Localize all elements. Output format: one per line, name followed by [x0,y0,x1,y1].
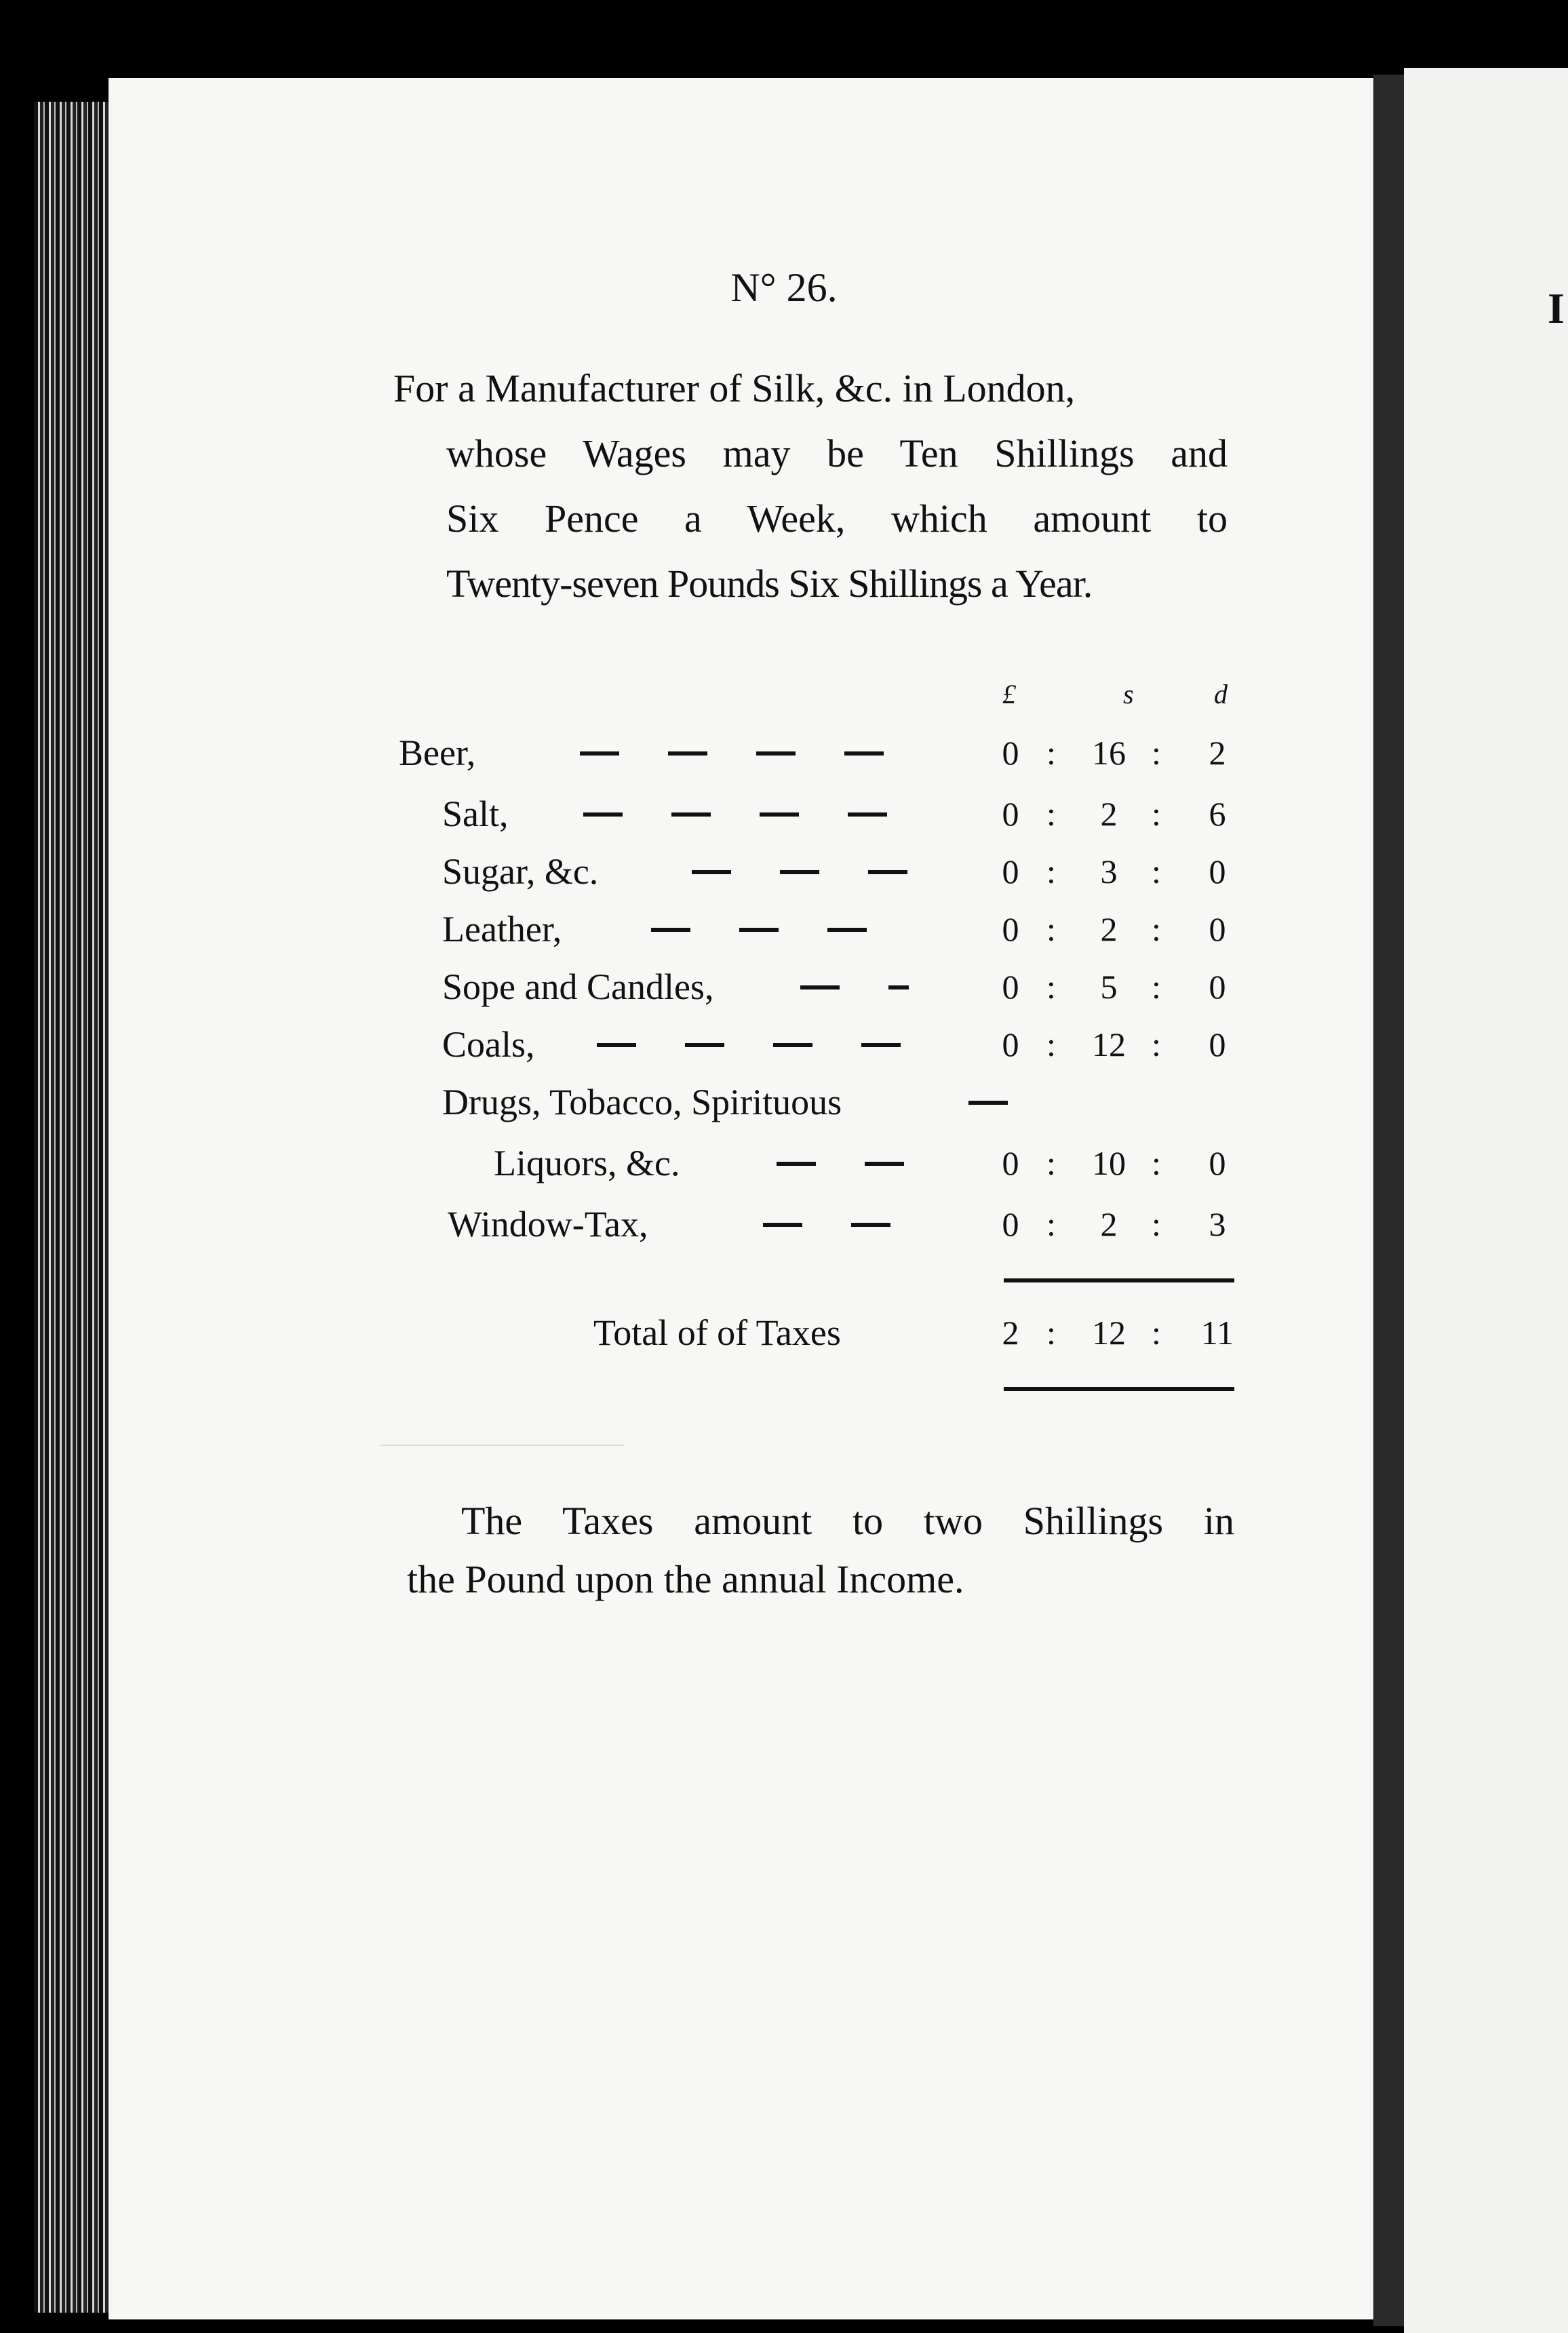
row-label: Sugar, &c. [442,851,599,892]
amount-pence: 0 [1209,1144,1226,1182]
amount-pounds: 0 [1002,852,1019,890]
facing-page-letter: I [1548,284,1565,332]
amount-pounds: 0 [1002,1025,1019,1063]
colon: : [1152,852,1161,890]
leader-dashes [968,1101,1009,1105]
table-row [0,1014,1568,1075]
total-label: Total of of Taxes [593,1312,841,1353]
colon: : [1152,795,1161,833]
amount-shillings: 2 [1100,1205,1118,1243]
heading-line-4: Twenty-seven Pounds Six Shillings a Year. [446,562,1093,606]
colon: : [1046,1314,1056,1352]
colon: : [1046,1025,1056,1063]
amount-shillings: 2 [1100,795,1118,833]
colon: : [1046,1205,1056,1243]
total-row [0,1302,1568,1363]
row-label: Salt, [442,793,509,834]
amount-pence: 6 [1209,795,1226,833]
amount-pence: 0 [1209,968,1226,1006]
amount-pence: 0 [1209,852,1226,890]
closing-line-2: the Pound upon the annual Income. [407,1557,964,1601]
total-pence: 11 [1200,1314,1234,1352]
leader-dashes [763,1223,909,1227]
table-row [0,841,1568,902]
colon: : [1152,910,1161,948]
table-row [0,956,1568,1017]
row-label: Coals, [442,1024,535,1065]
amount-shillings: 16 [1092,734,1126,772]
heading-line-2: whose Wages may be Ten Shillings and [446,431,1228,475]
unit-shillings: s [1123,679,1134,709]
row-label: Liquors, &c. [494,1143,680,1183]
amount-pence: 2 [1209,734,1226,772]
amount-pounds: 0 [1002,795,1019,833]
colon: : [1152,734,1161,772]
unit-pence: d [1214,679,1228,709]
colon: : [1046,968,1056,1006]
amount-shillings: 10 [1092,1144,1126,1182]
row-label: Leather, [442,909,562,949]
amount-pence: 0 [1209,1025,1226,1063]
closing-text [407,1492,1234,1609]
leader-dashes [597,1043,909,1047]
row-label: Drugs, Tobacco, Spirituous [442,1082,842,1122]
table-row [0,783,1568,844]
colon: : [1046,1144,1056,1182]
amount-pounds: 0 [1002,968,1019,1006]
row-label: Sope and Candles, [442,966,714,1007]
table-row [0,722,1568,783]
amount-pounds: 0 [1002,1144,1019,1182]
colon: : [1152,968,1161,1006]
amount-pence: 3 [1209,1205,1226,1243]
amount-shillings: 3 [1100,852,1118,890]
row-label: Window-Tax, [448,1204,648,1244]
amount-shillings: 5 [1100,968,1118,1006]
table-row [0,1072,1568,1133]
colon: : [1046,795,1056,833]
closing-line-1: The Taxes amount to two Shillings in [461,1499,1234,1543]
leader-dashes [583,812,909,817]
leader-dashes [692,870,909,874]
leader-dashes [580,751,905,756]
colon: : [1152,1025,1161,1063]
colon: : [1046,910,1056,948]
table-row [0,1194,1568,1255]
page-number: N° 26. [730,265,838,310]
heading-line-1: For a Manufacturer of Silk, &c. in London, [393,366,1076,410]
amount-shillings: 2 [1100,910,1118,948]
total-pounds: 2 [1002,1314,1019,1352]
row-label: Beer, [399,732,476,773]
amount-shillings: 12 [1092,1025,1126,1063]
show-through-rule [380,1445,624,1446]
table-row [0,899,1568,960]
colon: : [1152,1205,1161,1243]
unit-pounds: £ [1002,679,1016,709]
leader-dashes [651,928,909,932]
table-row [0,1133,1568,1194]
total-shillings: 12 [1092,1314,1126,1352]
colon: : [1046,734,1056,772]
sum-rule [1004,1278,1234,1282]
total-rule [1004,1387,1234,1391]
amount-pounds: 0 [1002,734,1019,772]
colon: : [1152,1144,1161,1182]
amount-pence: 0 [1209,910,1226,948]
leader-dashes [777,1162,909,1166]
heading [393,356,1228,616]
leader-dashes [800,985,909,989]
heading-line-3: Six Pence a Week, which amount to [446,496,1228,541]
colon: : [1152,1314,1161,1352]
amount-pounds: 0 [1002,910,1019,948]
colon: : [1046,852,1056,890]
amount-pounds: 0 [1002,1205,1019,1243]
